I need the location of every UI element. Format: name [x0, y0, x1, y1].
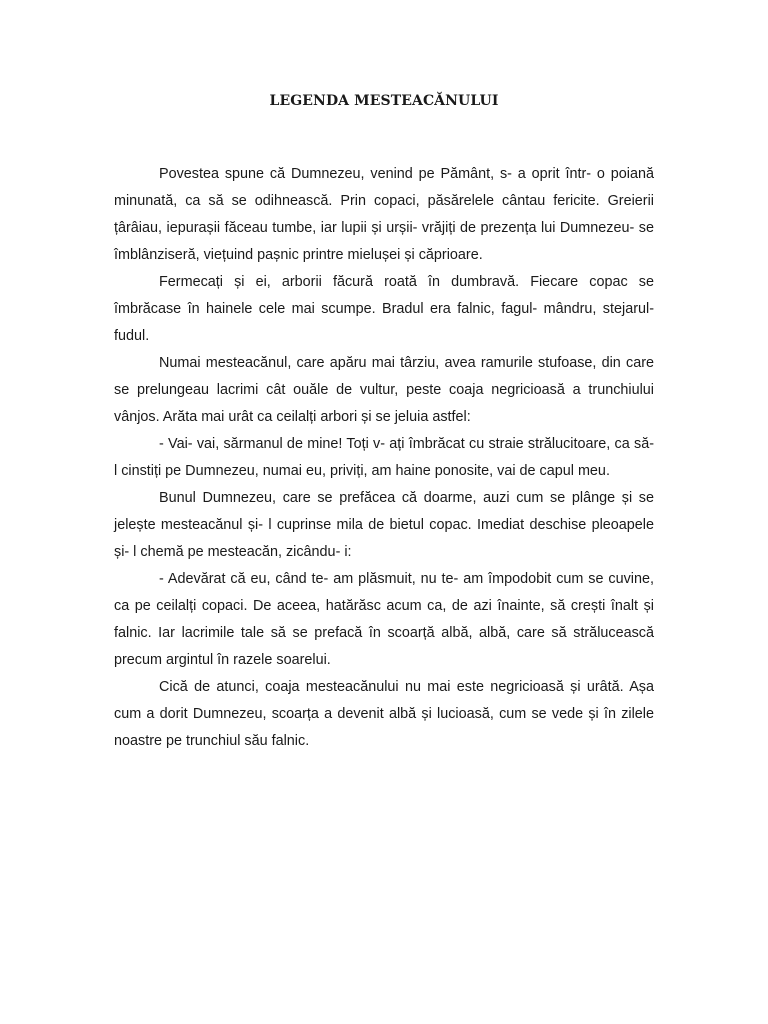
paragraph: Fermecați și ei, arborii făcură roată în dumbravă. Fiecare copac se îmbrăcase în hainele cele mai scumpe. Bradul era falnic, fagul- mândru, stejarul- fudul.: [114, 274, 654, 344]
paragraph: Bunul Dumnezeu, care se prefăcea că doarme, auzi cum se plânge și se jelește mesteacănul și- l cuprinse mila de bietul copac. Imediat deschise pleoapele și- l chemă pe mesteacăn, zicându- i:: [114, 490, 654, 560]
paragraph: Numai mesteacănul, care apăru mai târziu, avea ramurile stufoase, din care se prelungeau lacrimi cât ouăle de vultur, peste coaja negricioasă a trunchiului vânjos. Arăta mai urât ca ceilalți arbori și se jeluia astfel:: [114, 355, 654, 425]
paragraph: Povestea spune că Dumnezeu, venind pe Pământ, s- a oprit într- o poiană minunată, ca să se odihnească. Prin copaci, păsărelele cântau fericite. Greierii țârâiau, iepurașii făceau tumbe, iar lupii și urșii- vrăjiți de prezența lui Dumnezeu- se îmblânziseră, viețuind pașnic printre mielușei și căprioare.: [114, 166, 654, 263]
paragraph: Cică de atunci, coaja mesteacănului nu mai este negricioasă și urâtă. Așa cum a dorit Dumnezeu, scoarța a devenit albă și lucioasă, cum se vede și în zilele noastre pe trunchiul său falnic.: [114, 679, 654, 749]
document-body: [114, 161, 654, 755]
document-title: LEGENDA MESTEACĂNULUI: [269, 93, 499, 109]
paragraph: - Vai- vai, sărmanul de mine! Toți v- ați îmbrăcat cu straie strălucitoare, ca să- l cinstiți pe Dumnezeu, numai eu, priviți, am haine ponosite, vai de capul meu.: [114, 436, 654, 479]
paragraph: - Adevărat că eu, când te- am plăsmuit, nu te- am împodobit cum se cuvine, ca pe ceilalți copaci. De aceea, hatărăsc acum ca, de azi înainte, să crești înalt și falnic. Iar lacrimile tale să se prefacă în scoarță albă, albă, care să strălucească precum argintul în razele soarelui.: [114, 571, 654, 668]
